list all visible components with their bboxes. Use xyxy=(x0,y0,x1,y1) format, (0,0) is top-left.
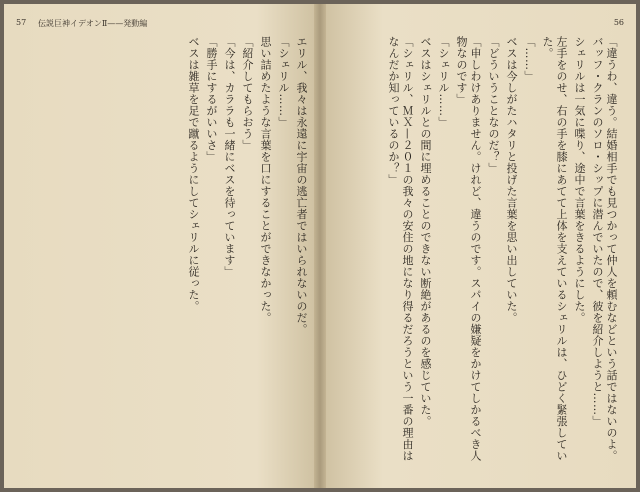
right-page-number: 56 xyxy=(613,18,624,27)
text-column: ベスはシェリルとの間に埋めることのできない断絶があるのを感じていた。 xyxy=(419,36,432,427)
text-column: 「紹介してもらおう」 xyxy=(241,36,254,151)
text-column: 「シェリル……」 xyxy=(277,36,290,128)
text-column: 左手をのせ、右の手を膝にあてて上体を支えているシェリルは、ひどく緊張していた。 xyxy=(541,36,568,462)
text-column: 「勝手にするがいいさ」 xyxy=(205,36,218,163)
text-column: 「違うわ、違う。結婚相手でも見つかって仲人を頼むなどという話ではないのよ。バッフ・クランのソロ・シップに潜んでいたので、彼を紹介しようと……」 xyxy=(591,36,618,462)
left-page xyxy=(4,4,320,488)
right-page xyxy=(320,4,636,488)
text-column: ベスは雑草を足で蹴るようにしてシェリルに従った。 xyxy=(187,36,200,312)
text-column: 「……」 xyxy=(523,36,536,82)
text-column: 「シェリル……」 xyxy=(437,36,450,128)
book-gutter xyxy=(314,4,326,488)
text-column: 思い詰めたような言葉を口にすることができなかった。 xyxy=(259,36,272,324)
right-text-columns xyxy=(330,36,618,470)
text-column: エリル、我々は永遠に宇宙の逃亡者ではいられないのだ。 xyxy=(295,36,308,335)
text-column: 「今は、カララも一緒にベスを待っています」 xyxy=(223,36,236,278)
left-text-columns xyxy=(20,36,308,470)
left-page-number: 57 xyxy=(16,18,27,27)
text-column: ベスは今しがたハタリと投げた言葉を思い出していた。 xyxy=(505,36,518,324)
text-column: 「申しわけありません。けれど、違うのです。スパイの嫌疑をかけてしかるべき人物なのです」 xyxy=(455,36,482,462)
text-column: シェリルは一気に喋り、途中で言葉をきるようにした。 xyxy=(573,36,586,324)
text-column: 「どういうことなのだ？」 xyxy=(487,36,500,174)
running-head: 伝説巨神イデオンⅡ——発動編 xyxy=(38,19,148,28)
text-column: 「シェリル、ＭＸ—２０１の我々の安住の地になり得るだろうという一番の理由はなんだか知っているのか？」 xyxy=(387,36,414,462)
